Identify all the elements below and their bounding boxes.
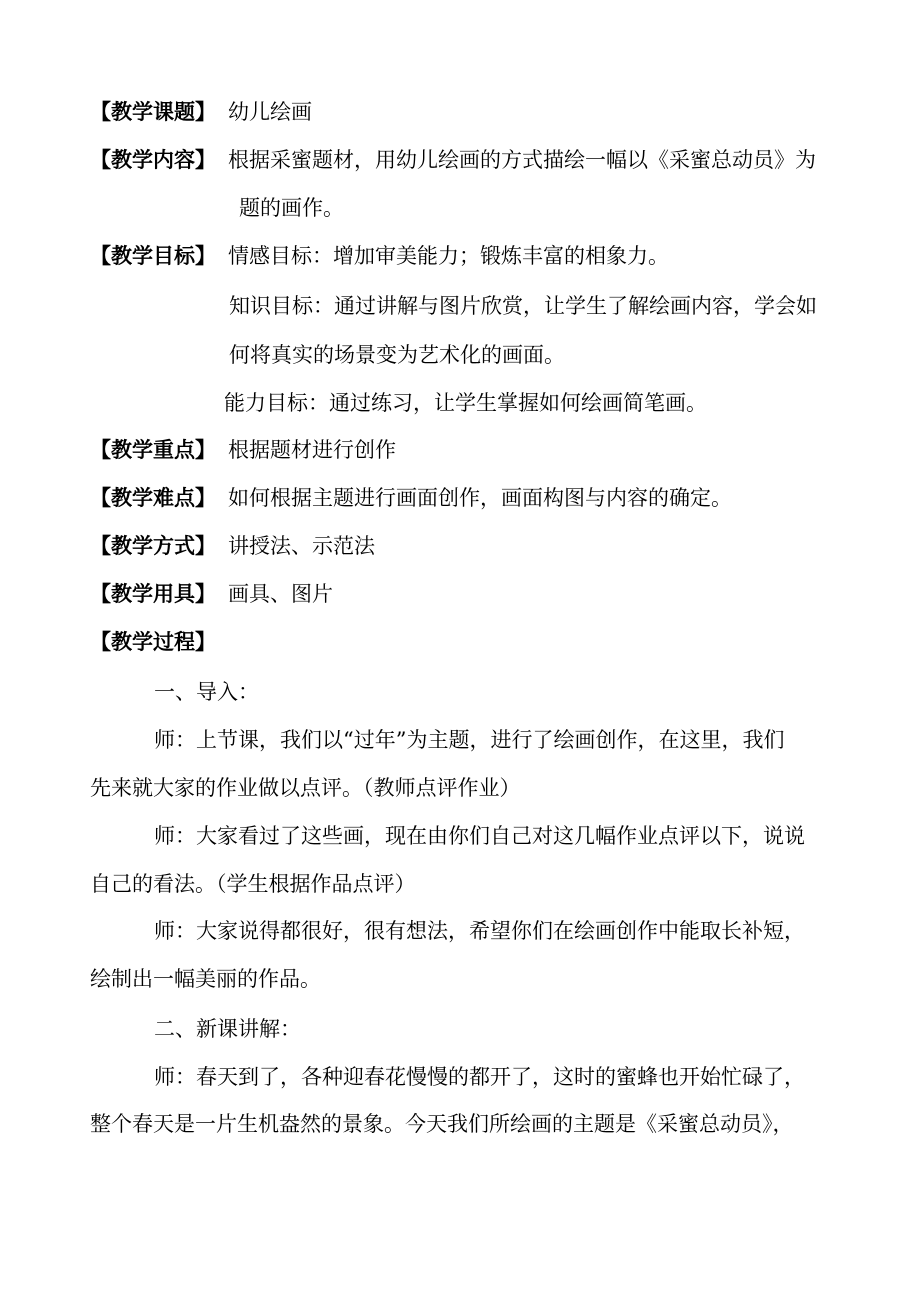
new-lesson-heading: 二、新课讲解： [154,1017,301,1041]
intro-heading: 一、导入： [154,680,259,704]
tools-label: 【教学用具】 [90,581,216,606]
goals-ability: 能力目标：通过练习，让学生掌握如何绘画简笔画。 [224,391,707,415]
method-label: 【教学方式】 [90,533,216,558]
key-row [90,435,396,465]
paragraph-3-line-1: 师：大家说得都很好，很有想法，希望你们在绘画创作中能取长补短， [154,919,805,943]
key-label: 【教学重点】 [90,437,216,462]
content-line-2: 题的画作。 [239,196,344,220]
topic-row [90,97,312,127]
tools-value: 画具、图片 [228,582,333,606]
goals-emotion: 情感目标：增加审美能力；锻炼丰富的相象力。 [228,244,669,268]
goals-knowledge-line-2: 何将真实的场景变为艺术化的画面。 [229,343,565,367]
goals-row [90,241,669,271]
topic-label: 【教学课题】 [90,99,216,124]
method-value: 讲授法、示范法 [228,534,375,558]
difficulty-row [90,483,732,513]
process-label: 【教学过程】 [90,629,216,654]
content-line-1: 根据采蜜题材，用幼儿绘画的方式描绘一幅以《采蜜总动员》为 [228,148,816,172]
paragraph-3-line-2: 绘制出一幅美丽的作品。 [90,967,321,991]
paragraph-2-line-2: 自己的看法。（学生根据作品点评） [90,872,416,896]
topic-value: 幼儿绘画 [228,100,312,124]
tools-row [90,579,333,609]
content-row [90,145,816,175]
goals-knowledge-line-1: 知识目标：通过讲解与图片欣赏，让学生了解绘画内容，学会如 [229,294,817,318]
difficulty-value: 如何根据主题进行画面创作，画面构图与内容的确定。 [228,486,732,510]
paragraph-2-line-1: 师：大家看过了这些画，现在由你们自己对这几幅作业点评以下，说说 [154,824,805,848]
content-label: 【教学内容】 [90,147,216,172]
paragraph-1-line-2: 先来就大家的作业做以点评。（教师点评作业） [90,776,521,800]
goals-label: 【教学目标】 [90,243,216,268]
paragraph-1-line-1: 师：上节课，我们以“过年”为主题，进行了绘画创作，在这里，我们 [154,728,785,752]
difficulty-label: 【教学难点】 [90,485,216,510]
key-value: 根据题材进行创作 [228,438,396,462]
paragraph-4-line-2: 整个春天是一片生机盎然的景象。今天我们所绘画的主题是《采蜜总动员》， [90,1112,794,1136]
paragraph-4-line-1: 师：春天到了，各种迎春花慢慢的都开了，这时的蜜蜂也开始忙碌了， [154,1065,805,1089]
process-row [90,627,216,657]
method-row [90,531,375,561]
